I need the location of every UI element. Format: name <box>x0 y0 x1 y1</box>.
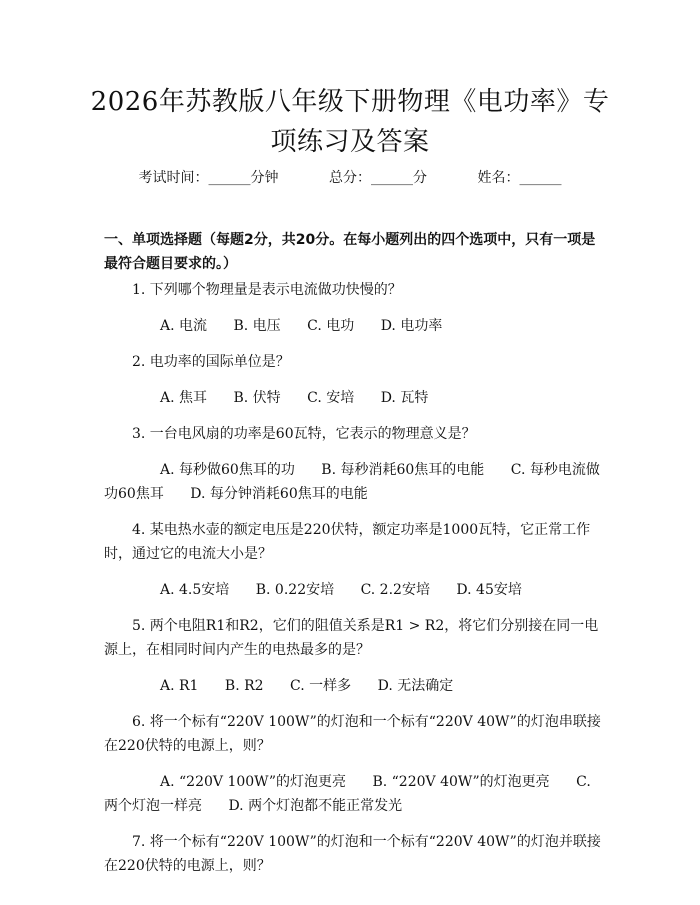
question-stem: 7. 将一个标有“220V 100W”的灯泡和一个标有“220V 40W”的灯泡并联接在220伏特的电源上，则？ <box>104 834 601 874</box>
option-item: D. 每分钟消耗60焦耳的电能 <box>190 486 368 502</box>
question-options <box>104 770 602 818</box>
question-options <box>104 674 602 698</box>
option-item: D. 45安培 <box>456 582 522 598</box>
option-item: A. 电流 <box>160 318 208 334</box>
exam-time-label: 考试时间：______分钟 <box>138 170 279 186</box>
option-item: C. 安培 <box>307 390 355 406</box>
option-item: A. R1 <box>160 678 199 694</box>
option-item: C. 一样多 <box>290 678 352 694</box>
title-line-1: 2026年苏教版八年级下册物理《电功率》专 <box>90 87 610 117</box>
option-item: B. 每秒消耗60焦耳的电能 <box>321 462 485 478</box>
option-item: C. 两个灯泡一样亮 <box>104 774 591 814</box>
question-options <box>104 386 602 410</box>
question-stem: 1. 下列哪个物理量是表示电流做功快慢的？ <box>132 282 402 298</box>
question-options <box>104 578 602 602</box>
section-heading: 一、单项选择题（每题2分，共20分。在每小题列出的四个选项中，只有一项是最符合题目要求的。） <box>104 232 596 272</box>
question-stem: 2. 电功率的国际单位是？ <box>132 354 290 370</box>
option-item: D. 瓦特 <box>380 390 429 406</box>
exam-meta <box>0 168 700 188</box>
option-item: B. 0.22安培 <box>255 582 335 598</box>
page-title <box>60 82 640 162</box>
student-name-label: 姓名：______ <box>477 170 562 186</box>
title-line-2: 项练习及答案 <box>270 127 430 157</box>
option-item: D. 无法确定 <box>377 678 454 694</box>
option-item: B. R2 <box>224 678 264 694</box>
option-item: D. 电功率 <box>380 318 443 334</box>
option-item: A. “220V 100W”的灯泡更亮 <box>160 774 346 790</box>
question-stem: 4. 某电热水壶的额定电压是220伏特，额定功率是1000瓦特，它正常工作时，通过它的电流大小是？ <box>104 522 591 562</box>
option-item: C. 电功 <box>307 318 355 334</box>
question-options <box>104 314 602 338</box>
option-item: B. 伏特 <box>233 390 281 406</box>
total-score-label: 总分：______分 <box>329 170 427 186</box>
question-stem: 3. 一台电风扇的功率是60瓦特，它表示的物理意义是？ <box>132 426 476 442</box>
question-list <box>104 278 602 890</box>
option-item: C. 每秒电流做功60焦耳 <box>104 462 600 502</box>
option-item: A. 每秒做60焦耳的功 <box>160 462 295 478</box>
option-item: A. 4.5安培 <box>160 582 230 598</box>
option-item: B. “220V 40W”的灯泡更亮 <box>372 774 550 790</box>
question-stem: 6. 将一个标有“220V 100W”的灯泡和一个标有“220V 40W”的灯泡串联接在220伏特的电源上，则？ <box>104 714 601 754</box>
question-stem: 5. 两个电阻R1和R2，它们的阻值关系是R1 > R2，将它们分别接在同一电源上，在相同时间内产生的电热最多的是？ <box>104 618 599 658</box>
option-item: C. 2.2安培 <box>360 582 430 598</box>
option-item: B. 电压 <box>233 318 281 334</box>
option-item: A. 焦耳 <box>160 390 208 406</box>
question-options <box>104 458 602 506</box>
option-item: D. 两个灯泡都不能正常发光 <box>228 798 403 814</box>
